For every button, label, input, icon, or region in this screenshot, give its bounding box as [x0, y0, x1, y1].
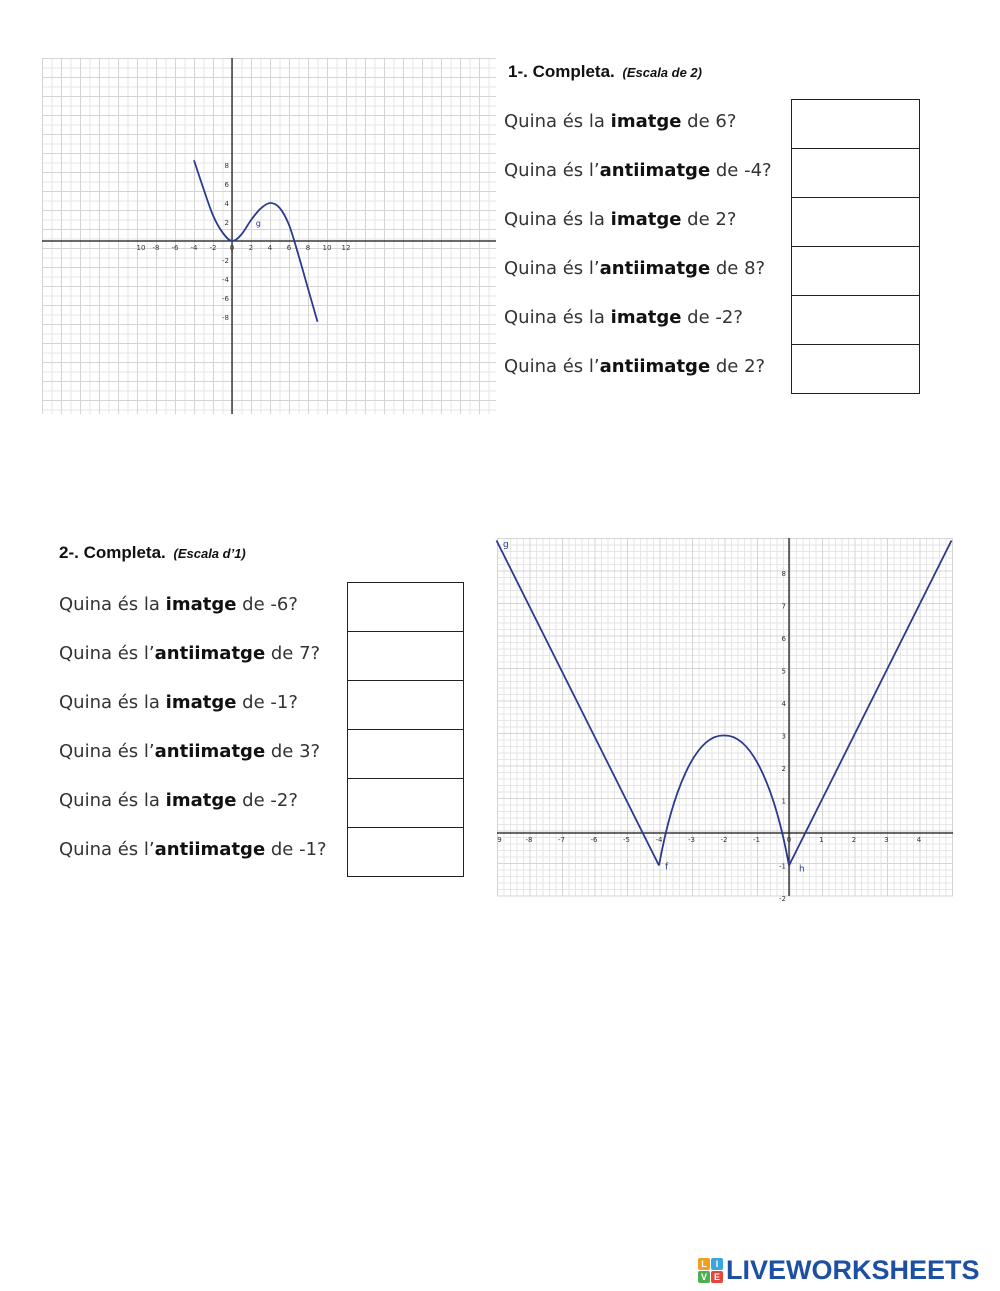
question-4 [504, 258, 765, 279]
answer-box-5[interactable] [791, 295, 920, 345]
y-tick-label: 3 [781, 732, 786, 741]
section-2-title [59, 543, 246, 563]
answer-box-4[interactable] [791, 246, 920, 296]
x-tick-label: 4 [267, 244, 273, 252]
function-g-line [497, 541, 660, 866]
x-tick-label: 0 [229, 244, 235, 252]
y-tick-label: 7 [781, 602, 786, 611]
y-tick-label: 2 [224, 219, 229, 227]
question-4 [59, 741, 320, 762]
question-term: antiimatge [154, 741, 266, 762]
x-tick-label: -2 [720, 836, 728, 844]
question-6 [504, 356, 765, 377]
question-1 [59, 594, 298, 615]
question-term: imatge [165, 790, 237, 811]
function-f-curve [659, 732, 792, 865]
x-tick-label: 10 [322, 244, 332, 252]
function-g-label: g [255, 218, 261, 228]
question-suffix: de -1? [265, 839, 327, 860]
question-suffix: de 2? [681, 209, 737, 230]
x-tick-label: -6 [590, 836, 598, 844]
x-tick-label: 4 [916, 836, 922, 844]
graph-2 [497, 538, 953, 903]
question-suffix: de 7? [265, 643, 321, 664]
question-prefix: Quina és l’ [504, 356, 600, 377]
y-tick-label: 8 [781, 570, 786, 578]
question-suffix: de 3? [265, 741, 321, 762]
x-tick-label: -4 [190, 244, 198, 252]
x-tick-label: 12 [341, 244, 351, 252]
logo-mark-letter: L [698, 1258, 710, 1270]
logo-mark-icon [698, 1258, 723, 1283]
liveworksheets-logo [698, 1255, 980, 1285]
question-prefix: Quina és la [59, 790, 166, 811]
question-prefix: Quina és l’ [504, 258, 600, 279]
question-suffix: de 2? [710, 356, 766, 377]
section-2-heading: Completa. [83, 543, 166, 562]
x-tick-label: 6 [286, 244, 292, 252]
question-6 [59, 839, 327, 860]
x-tick-label: 0 [786, 836, 792, 844]
answer-box-1[interactable] [791, 99, 920, 149]
y-tick-label: -2 [222, 257, 229, 265]
graph-1 [42, 58, 496, 414]
answer-box-2[interactable] [347, 631, 464, 681]
y-tick-label: -6 [222, 295, 229, 303]
x-tick-label: 1 [819, 836, 824, 844]
y-tick-label: 4 [781, 700, 786, 708]
y-tick-label: 5 [781, 667, 786, 676]
question-suffix: de -2? [236, 790, 298, 811]
y-tick-label: 1 [781, 797, 786, 806]
section-2-scale: (Escala d’1) [173, 546, 246, 561]
answer-box-2[interactable] [791, 148, 920, 198]
x-tick-label: -8 [525, 836, 533, 844]
y-tick-label: 6 [781, 635, 786, 643]
question-suffix: de -4? [710, 160, 772, 181]
y-tick-label: -2 [779, 895, 786, 903]
answer-box-4[interactable] [347, 729, 464, 779]
question-term: imatge [610, 209, 682, 230]
x-tick-label: -6 [171, 244, 179, 252]
logo-mark-letter: V [698, 1271, 710, 1283]
y-tick-label: 4 [224, 200, 229, 208]
question-suffix: de -1? [236, 692, 298, 713]
function-f-label: f [665, 862, 669, 873]
question-prefix: Quina és l’ [59, 839, 155, 860]
question-prefix: Quina és l’ [504, 160, 600, 181]
x-tick-label: 9 [497, 836, 502, 844]
x-tick-label: 10 [136, 244, 146, 252]
question-term: imatge [610, 111, 682, 132]
x-tick-label: -2 [209, 244, 217, 252]
y-tick-label: -1 [779, 862, 786, 871]
answer-box-6[interactable] [347, 827, 464, 877]
section-1-number: 1-. [508, 62, 528, 81]
question-suffix: de -2? [681, 307, 743, 328]
question-5 [504, 307, 743, 328]
logo-mark-letter: I [711, 1258, 723, 1270]
question-term: antiimatge [154, 839, 266, 860]
question-3 [504, 209, 736, 230]
y-tick-label: 6 [224, 181, 229, 189]
x-tick-label: -5 [623, 836, 630, 844]
graph-1-canvas [42, 58, 496, 414]
question-prefix: Quina és la [504, 209, 611, 230]
logo-mark-letter: E [711, 1271, 723, 1283]
answer-box-3[interactable] [347, 680, 464, 730]
question-term: imatge [165, 594, 237, 615]
function-h-line [786, 541, 952, 866]
y-tick-label: -4 [222, 276, 229, 284]
question-term: antiimatge [599, 160, 711, 181]
x-tick-label: 3 [884, 836, 889, 844]
question-prefix: Quina és l’ [59, 643, 155, 664]
y-tick-label: 8 [224, 162, 229, 170]
question-1 [504, 111, 736, 132]
question-prefix: Quina és la [504, 111, 611, 132]
section-1-title [508, 62, 702, 82]
function-h-label: h [799, 864, 805, 875]
question-2 [504, 160, 772, 181]
y-tick-label: -8 [222, 314, 229, 322]
section-2-number: 2-. [59, 543, 79, 562]
question-suffix: de 6? [681, 111, 737, 132]
y-tick-label: 2 [781, 765, 786, 773]
answer-box-1[interactable] [347, 582, 464, 632]
question-prefix: Quina és la [59, 594, 166, 615]
x-tick-label: 8 [305, 244, 311, 252]
question-prefix: Quina és la [59, 692, 166, 713]
x-tick-label: 2 [248, 244, 254, 252]
question-prefix: Quina és l’ [59, 741, 155, 762]
question-term: imatge [610, 307, 682, 328]
question-2 [59, 643, 320, 664]
section-1-heading: Completa. [532, 62, 615, 81]
question-prefix: Quina és la [504, 307, 611, 328]
question-3 [59, 692, 298, 713]
x-tick-label: -7 [558, 836, 565, 844]
brand-name: LIVEWORKSHEETS [726, 1254, 980, 1285]
graph-2-canvas [497, 538, 953, 903]
function-g-label: g [503, 540, 509, 550]
x-tick-label: -3 [688, 836, 695, 844]
question-5 [59, 790, 298, 811]
question-suffix: de -6? [236, 594, 298, 615]
question-suffix: de 8? [710, 258, 766, 279]
question-term: antiimatge [154, 643, 266, 664]
x-tick-label: -1 [753, 836, 760, 844]
x-tick-label: -4 [655, 836, 663, 844]
answer-box-5[interactable] [347, 778, 464, 828]
question-term: antiimatge [599, 258, 711, 279]
x-tick-label: -8 [152, 244, 160, 252]
question-term: antiimatge [599, 356, 711, 377]
section-1-scale: (Escala de 2) [622, 65, 702, 80]
answer-box-6[interactable] [791, 344, 920, 394]
question-term: imatge [165, 692, 237, 713]
answer-box-3[interactable] [791, 197, 920, 247]
x-tick-label: 2 [851, 836, 857, 844]
